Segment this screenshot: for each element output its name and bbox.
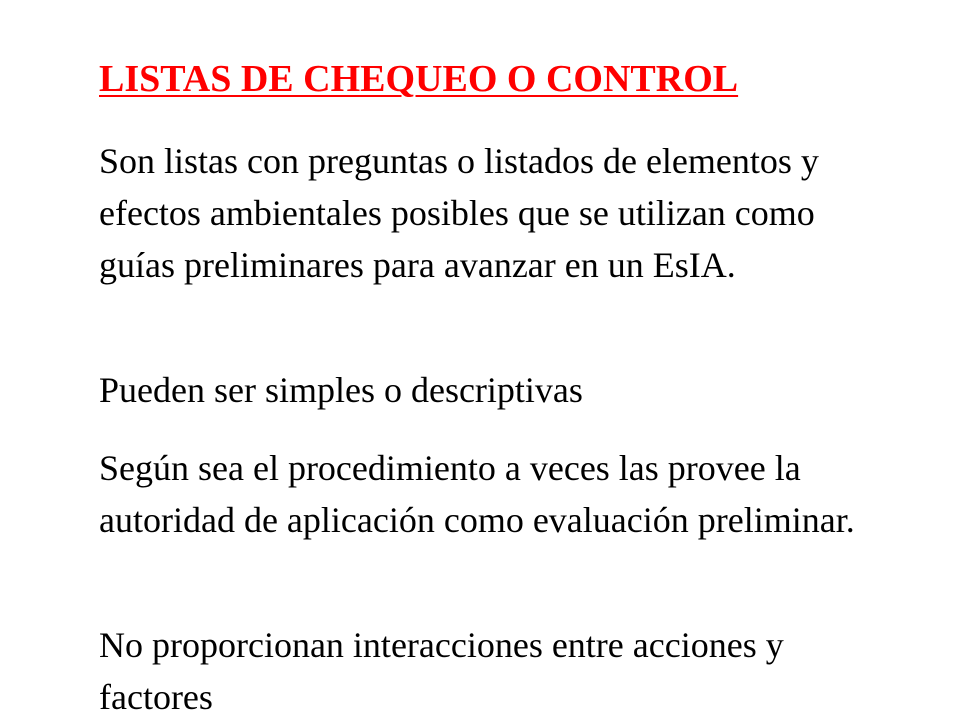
slide-title: LISTAS DE CHEQUEO O CONTROL	[99, 58, 739, 100]
paragraph-definition: Son listas con preguntas o listados de elementos y efectos ambientales posibles que se utilizan como guías preliminares para avanzar en un EsIA.	[99, 141, 819, 285]
paragraph-types: Pueden ser simples o descriptivas	[99, 370, 583, 410]
paragraph-authority: Según sea el procedimiento a veces las provee la autoridad de aplicación como evaluación preliminar.	[99, 448, 855, 540]
paragraph-limitation: No proporcionan interacciones entre acciones y factores	[99, 625, 784, 717]
